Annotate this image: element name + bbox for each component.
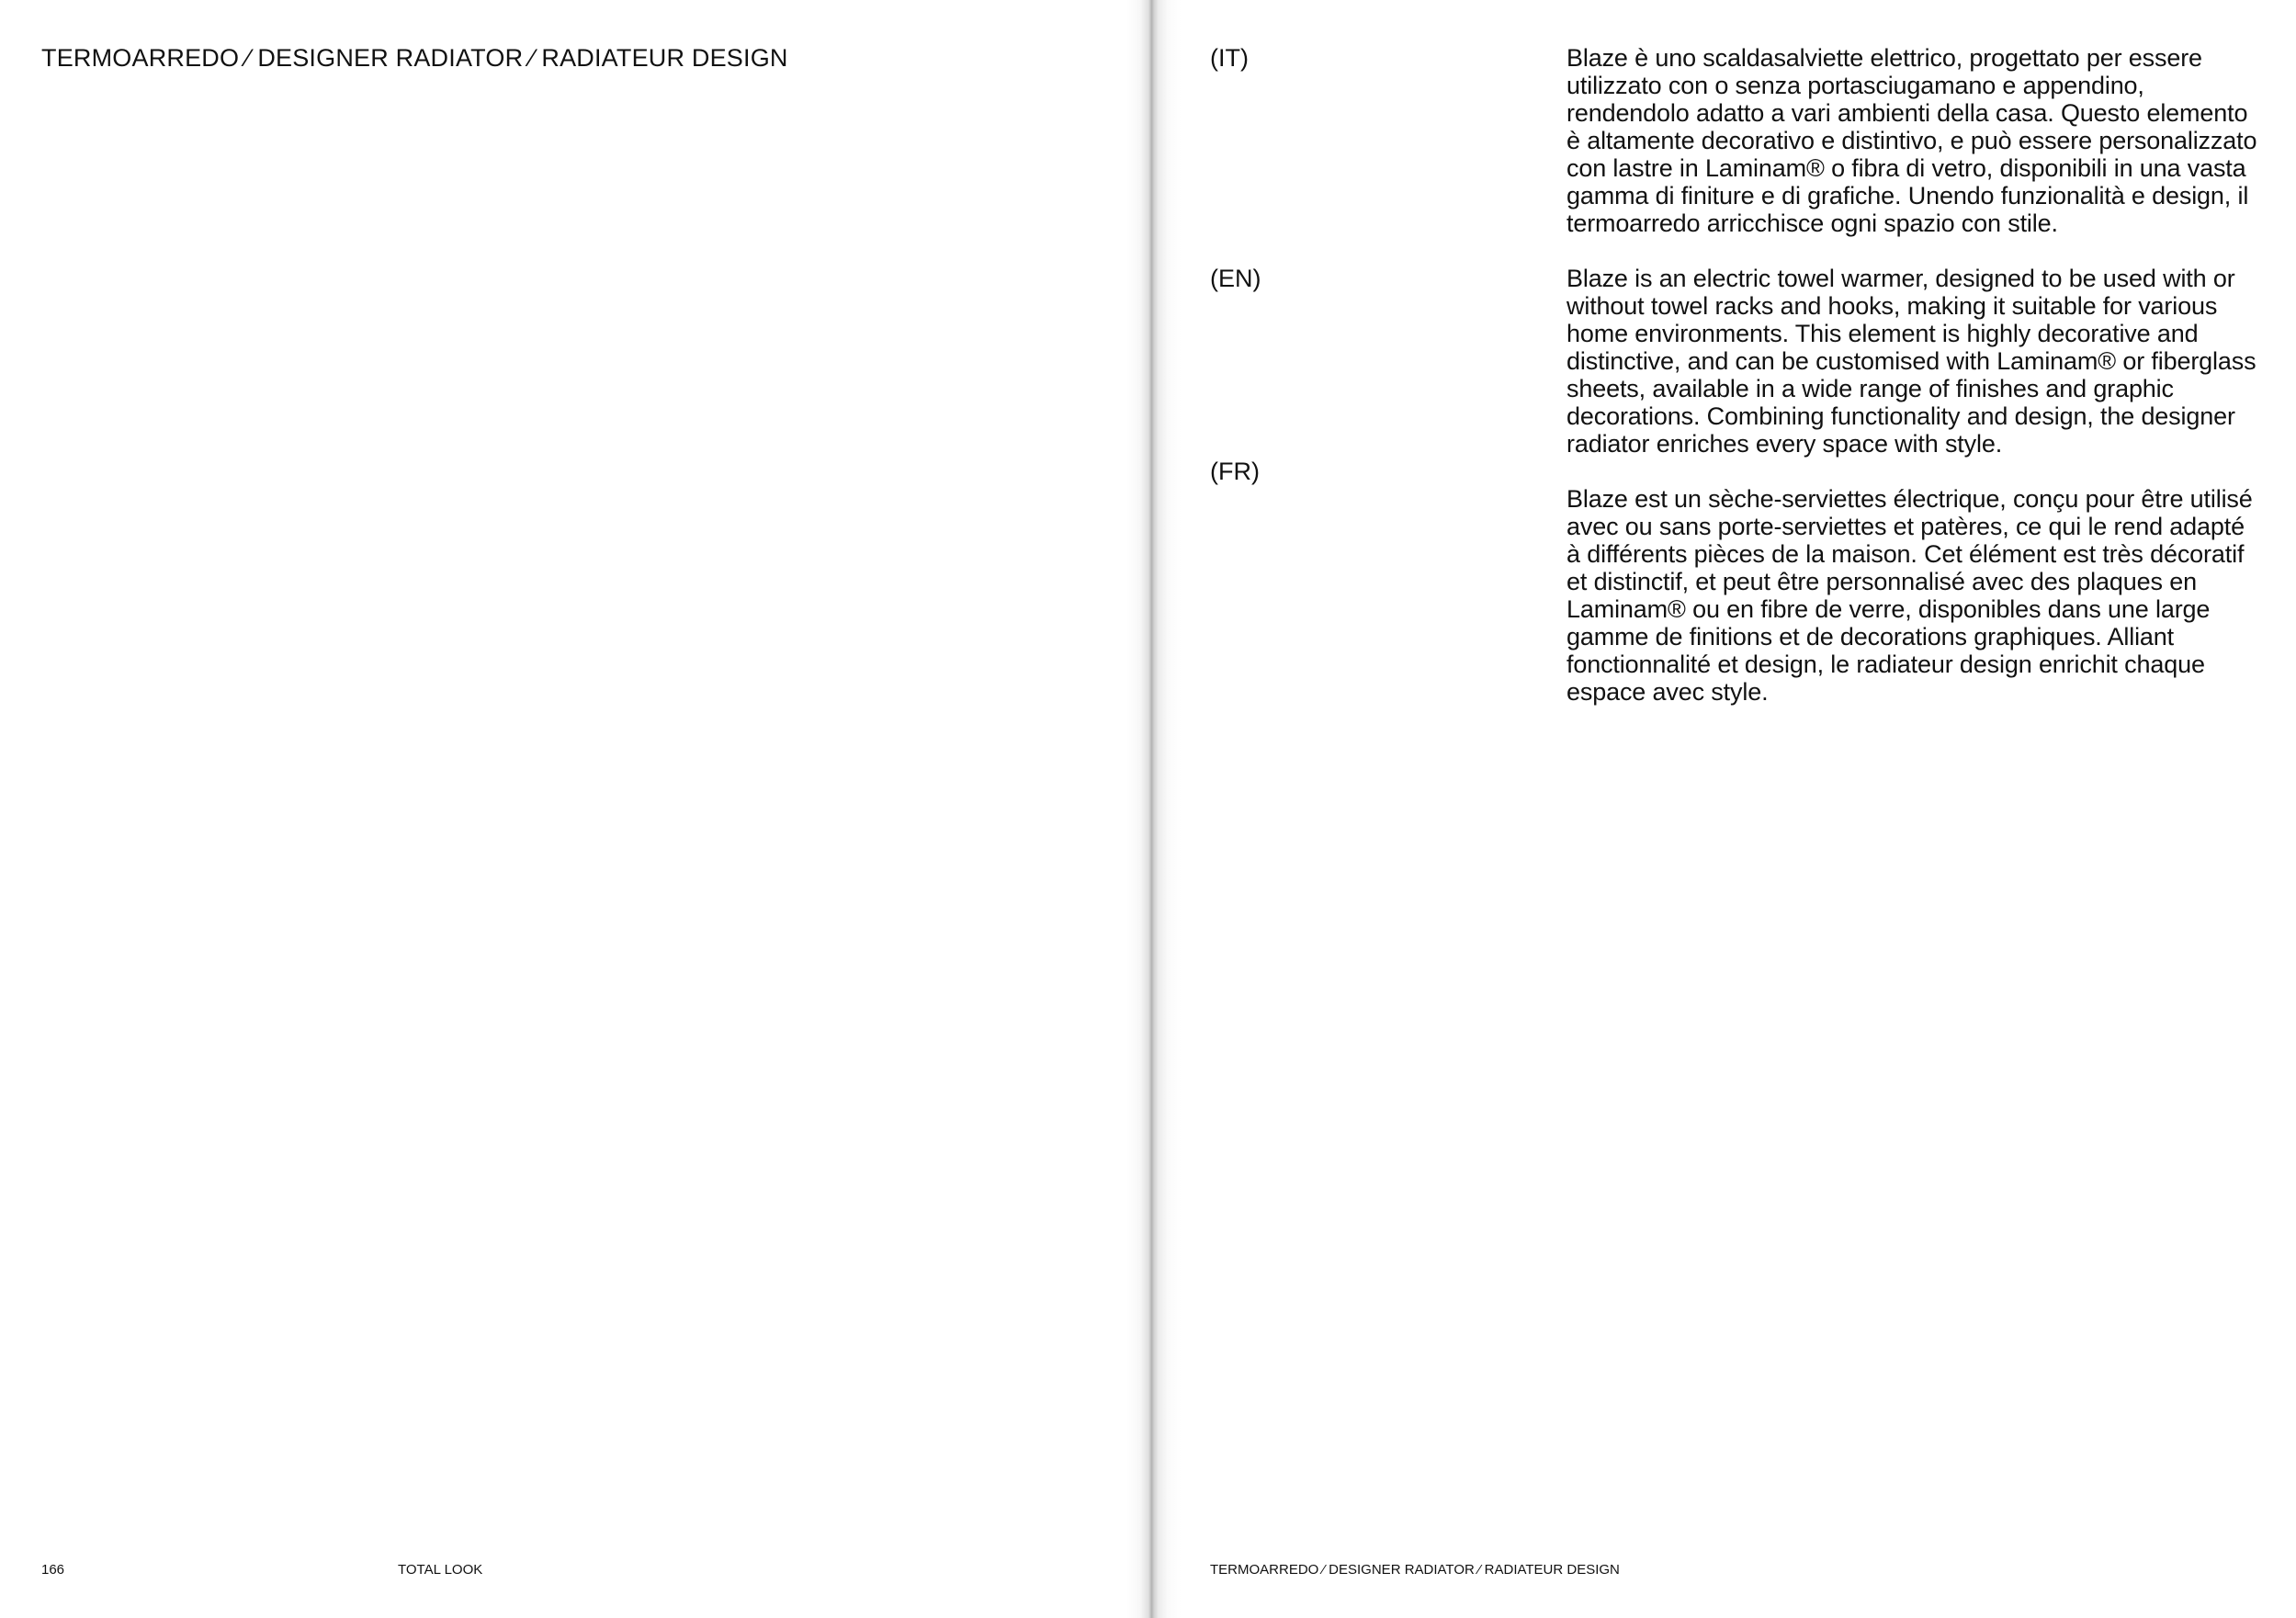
description-text: Blaze est un sèche-serviettes électrique, conçu pour être utilisé avec ou sans porte-serviettes et patères, ce qui le rend adapté à différents pièces de la maison. Cet élément est très décoratif et distinctif, et peut être personnalisé avec des plaques en Laminam® ou en fibre de verre, disponibles dans une large gamme de finitions et de decorations graphiques. Alliant fonctionnalité et design, le radiateur design enrichit chaque espace avec style.: [1566, 485, 2253, 706]
language-label: (EN): [1210, 265, 1261, 292]
language-label: (FR): [1210, 458, 1260, 485]
description-text: Blaze is an electric towel warmer, designed to be used with or without towel racks and hooks, making it suitable for various home environments. This element is highly decorative and distinctive, and can be customised with Laminam® or fiberglass sheets, available in a wide range of finishes and graphic decorations. Combining functionality and design, the designer radiator enriches every space with style.: [1566, 265, 2256, 458]
section-name: TOTAL LOOK: [398, 1562, 483, 1578]
description-text: Blaze è uno scaldasalviette elettrico, progettato per essere utilizzato con o senza portasciugamano e appendino, rendendolo adatto a vari ambienti della casa. Questo elemento è altamente decorativo e distintivo, e può essere personalizzato con lastre in Laminam® o fibra di vetro, disponibili in una vasta gamma di finiture e di grafiche. Unendo funzionalità e design, il termoarredo arricchisce ogni spazio con stile.: [1566, 44, 2257, 237]
right-page-footer-title: TERMOARREDO ⁄ DESIGNER RADIATOR ⁄ RADIATEUR DESIGN: [1210, 1562, 1620, 1578]
language-label: (IT): [1210, 44, 1249, 72]
page-header-title: TERMOARREDO ⁄ DESIGNER RADIATOR ⁄ RADIATEUR DESIGN: [41, 44, 788, 72]
page-number: 166: [41, 1562, 65, 1578]
right-page: [1150, 0, 2296, 1618]
